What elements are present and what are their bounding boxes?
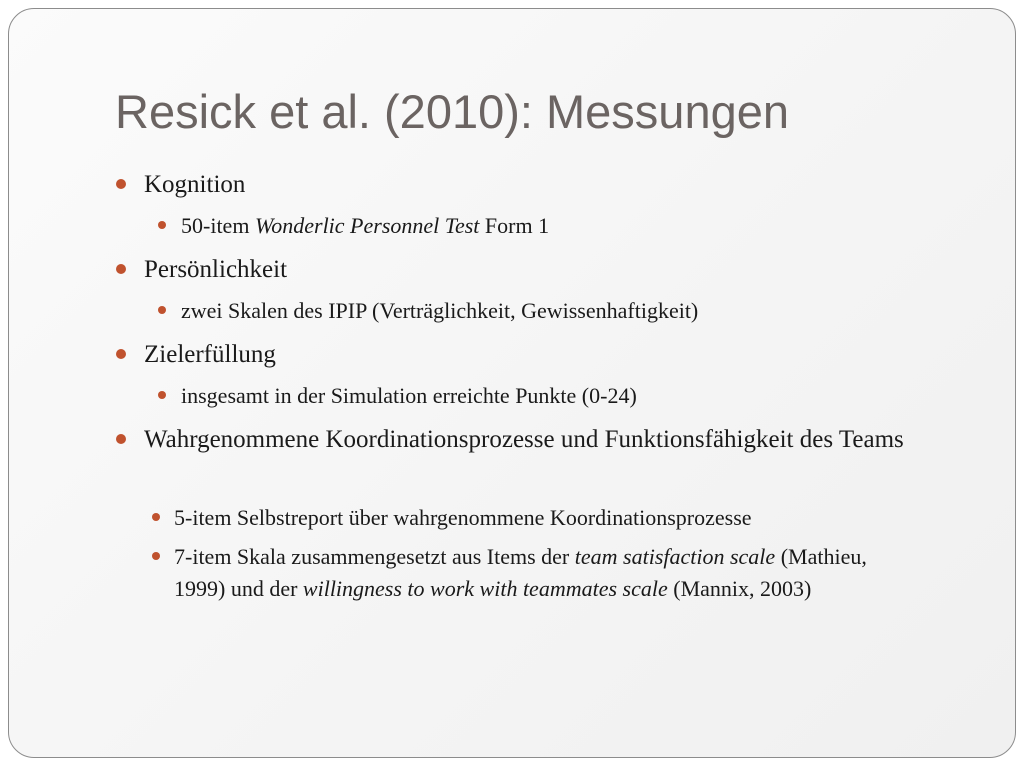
sub-item-ipip (181, 295, 941, 327)
sub-item-skala (174, 541, 919, 605)
sub-bullet-dot-icon (152, 513, 160, 521)
bullet-dot-icon (116, 434, 126, 444)
sub-item-text-italic1: team satisfaction scale (574, 544, 776, 569)
sub-item-text: insgesamt in der Simulation erreichte Punkte (0-24) (181, 383, 637, 408)
bullet-item-koordination (144, 422, 954, 457)
bullet-label: Persönlichkeit (144, 256, 288, 283)
sub-item-text-post: Form 1 (479, 213, 550, 238)
sub-item-wonderlic (181, 210, 941, 242)
sub-item-punkte (181, 380, 941, 412)
sub-item-text: 5-item Selbstreport über wahrgenommene Koordinationsprozesse (174, 505, 752, 530)
sub-item-text-part2: (Mathieu, 1999) und der (174, 544, 867, 601)
bullet-label: Zielerfüllung (144, 341, 276, 368)
sub-item-selbstreport (174, 502, 934, 534)
sub-item-text-part3: (Mannix, 2003) (667, 576, 812, 601)
sub-bullet-dot-icon (158, 391, 166, 399)
sub-bullet-dot-icon (158, 221, 166, 229)
bullet-dot-icon (116, 179, 126, 189)
sub-item-text-italic: Wonderlic Personnel Test (254, 213, 480, 238)
bullet-item-zielerfuellung (144, 337, 954, 372)
sub-item-text-pre: 50-item (181, 213, 255, 238)
sub-item-text-italic2: willingness to work with teammates scale (302, 576, 668, 601)
sub-item-text: zwei Skalen des IPIP (Verträglichkeit, Gewissenhaftigkeit) (181, 298, 699, 323)
sub-bullet-dot-icon (152, 552, 160, 560)
bullet-dot-icon (116, 264, 126, 274)
bullet-label: Wahrgenommene Koordinationsprozesse und Funktionsfähigkeit des Teams (144, 426, 904, 453)
slide-title: Resick et al. (2010): Messungen (115, 85, 789, 138)
bullet-item-kognition (144, 167, 954, 202)
bullet-item-persoenlichkeit (144, 252, 954, 287)
sub-item-text-part1: 7-item Skala zusammengesetzt aus Items der (174, 544, 575, 569)
bullet-dot-icon (116, 349, 126, 359)
bullet-label: Kognition (144, 171, 246, 198)
sub-bullet-dot-icon (158, 306, 166, 314)
